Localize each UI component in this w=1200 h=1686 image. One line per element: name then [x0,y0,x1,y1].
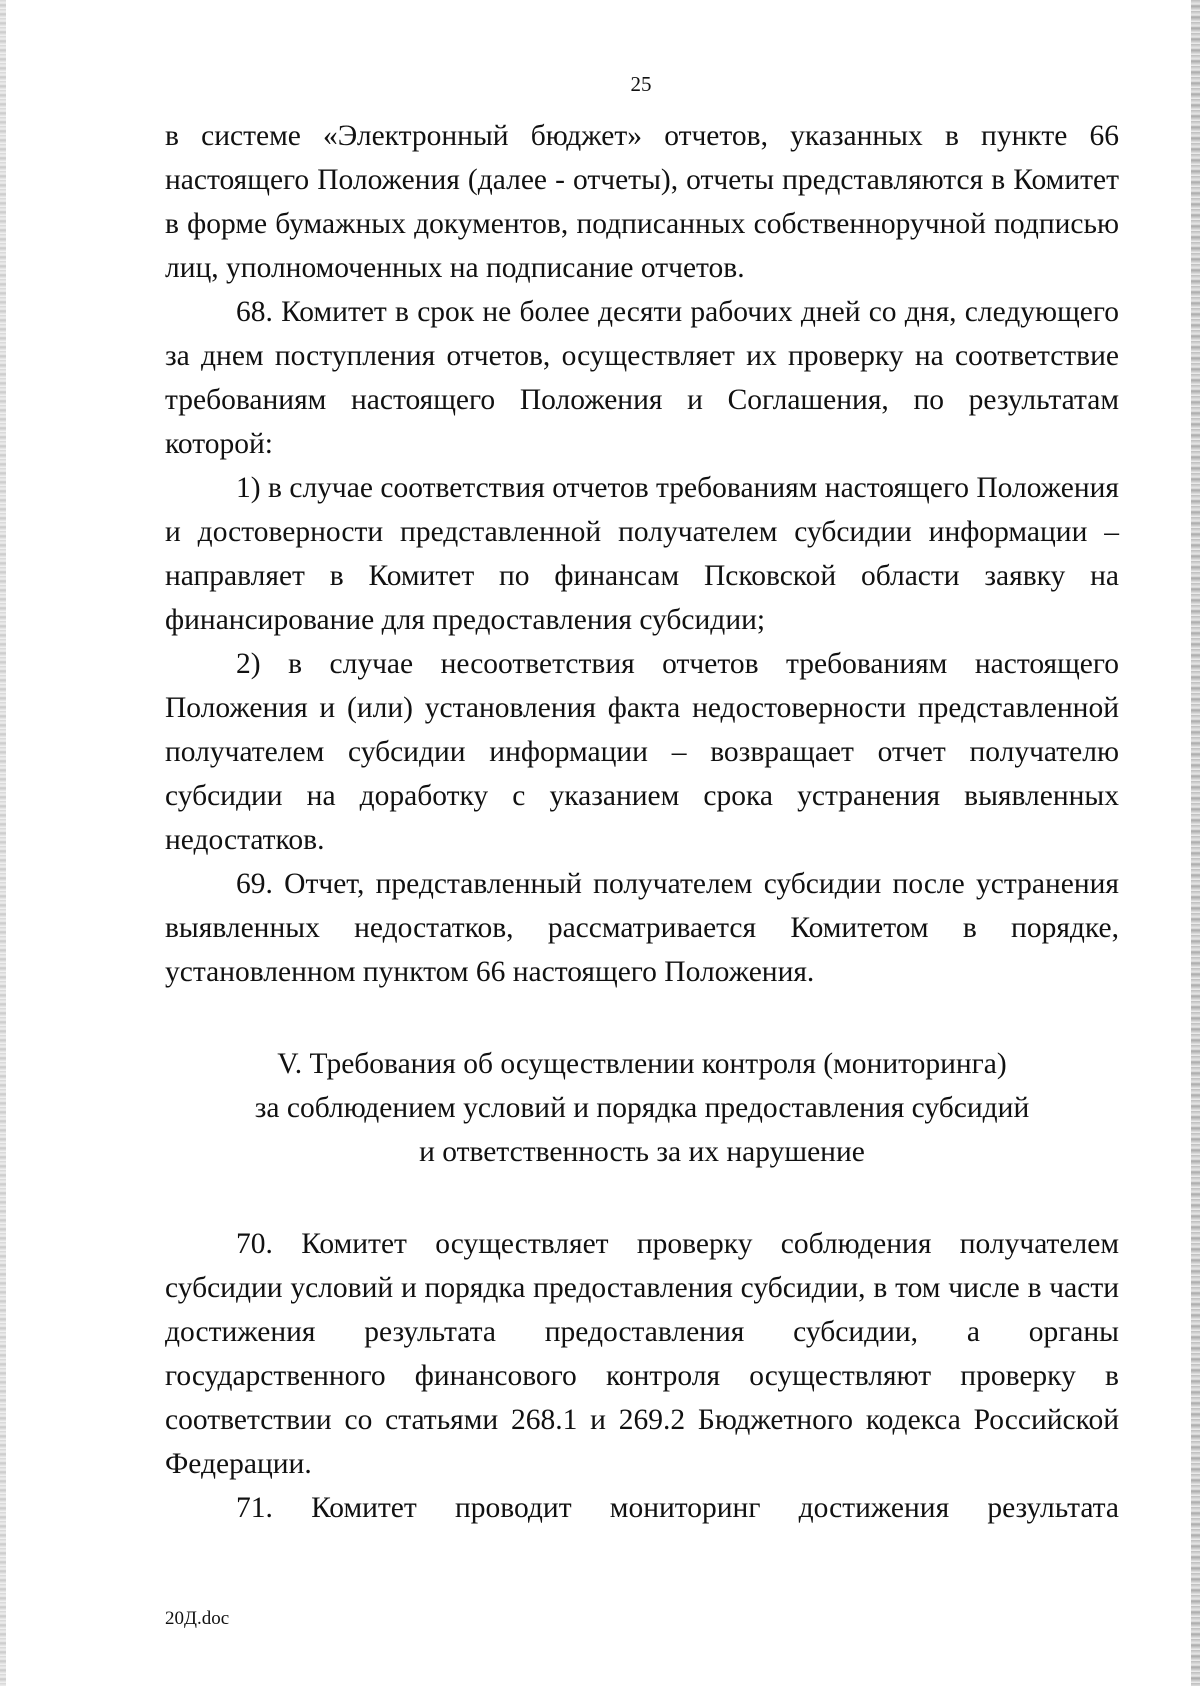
section-heading-line-2: за соблюдением условий и порядка предоставления субсидий [254,1092,1030,1124]
document-body [165,114,1119,1530]
scan-edge-left [0,0,6,1686]
paragraph-68-item-2: 2) в случае несоответствия отчетов требованиям настоящего Положения и (или) установления факта недостоверности представленной получателем субсидии информации – возвращает отчет получателю субсидии на доработку с указанием срока устранения выявленных недостатков. [165,648,1119,856]
page-number: 25 [630,72,652,96]
paragraph-70: 70. Комитет осуществляет проверку соблюдения получателем субсидии условий и порядка предоставления субсидии, в том числе в части достижения результата предоставления субсидии, а органы государственного финансового контроля осуществляют проверку в соответствии со статьями 268.1 и 269.2 Бюджетного кодекса Российской Федерации. [165,1228,1119,1480]
paragraph-69: 69. Отчет, представленный получателем субсидии после устранения выявленных недостатков, рассматривается Комитетом в порядке, установленном пунктом 66 настоящего Положения. [165,868,1119,988]
section-heading [165,1042,1119,1174]
scan-edge-right [1191,0,1200,1686]
paragraph-68-item-1: 1) в случае соответствия отчетов требованиям настоящего Положения и достоверности представленной получателем субсидии информации – направляет в Комитет по финансам Псковской области заявку на финансирование для предоставления субсидии; [165,472,1119,636]
paragraph-71: 71. Комитет проводит мониторинг достижения результата [236,1492,1119,1524]
footer-filename: 20Д.doc [165,1608,230,1629]
section-heading-line-1: V. Требования об осуществлении контроля (мониторинга) [277,1048,1007,1080]
section-heading-line-3: и ответственность за их нарушение [419,1136,865,1168]
paragraph-68: 68. Комитет в срок не более десяти рабочих дней со дня, следующего за днем поступления отчетов, осуществляет их проверку на соответствие требованиям настоящего Положения и Соглашения, по результатам которой: [165,296,1119,460]
paragraph-continuation: в системе «Электронный бюджет» отчетов, указанных в пункте 66 настоящего Положения (далее - отчеты), отчеты представляются в Комитет в форме бумажных документов, подписанных собственноручной подписью лиц, уполномоченных на подписание отчетов. [165,120,1119,284]
